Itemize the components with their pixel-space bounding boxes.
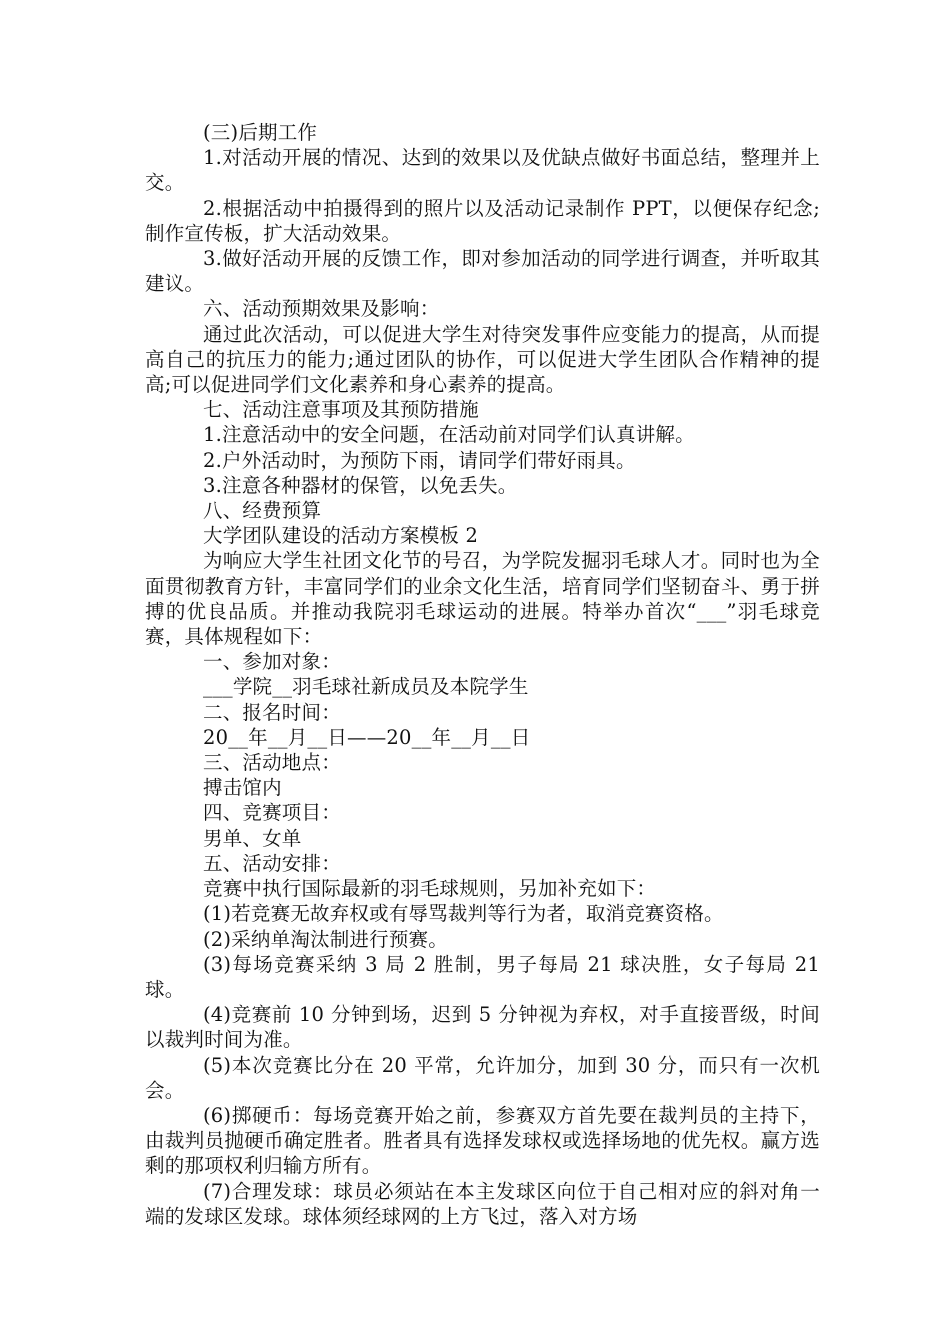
paragraph-item: 3.做好活动开展的反馈工作，即对参加活动的同学进行调查，并听取其建议。 xyxy=(145,247,820,296)
paragraph-item: 竞赛中执行国际最新的羽毛球规则，另加补充如下： xyxy=(203,877,657,901)
paragraph-body: 为响应大学生社团文化节的号召，为学院发掘羽毛球人才。同时也为全面贯彻教育方针，丰富同学们的业余文化生活，培育同学们坚韧奋斗、勇于拼搏的优良品质。并推动我院羽毛球运动的进展。特举办首次“___”羽毛球竞赛，具体规程如下： xyxy=(145,549,820,649)
section-heading-registration: 二、报名时间： xyxy=(203,700,341,724)
paragraph-item: ___学院__羽毛球社新成员及本院学生 xyxy=(203,675,529,699)
paragraph-item: 20__年__月__日——20__年__月__日 xyxy=(203,725,531,749)
paragraph-body: 通过此次活动，可以促进大学生对待突发事件应变能力的提高，从而提高自己的抗压力的能力;通过团队的协作，可以促进大学生团队合作精神的提高;可以促进同学们文化素养和身心素养的提高。 xyxy=(145,322,820,397)
paragraph-item: 2.户外活动时，为预防下雨，请同学们带好雨具。 xyxy=(203,448,636,472)
rule-item: (7)合理发球：球员必须站在本主发球区向位于自己相对应的斜对角一端的发球区发球。球体须经球网的上方飞过，落入对方场 xyxy=(145,1179,820,1228)
rule-item: (3)每场竞赛采纳 3 局 2 胜制，男子每局 21 球决胜，女子每局 21 球。 xyxy=(145,952,820,1001)
paragraph-item: 1.注意活动中的安全问题，在活动前对同学们认真讲解。 xyxy=(203,423,695,447)
section-heading-precautions: 七、活动注意事项及其预防措施 xyxy=(203,398,479,422)
section-heading-arrangement: 五、活动安排： xyxy=(203,851,341,875)
section-heading-participants: 一、参加对象： xyxy=(203,650,341,674)
rule-item: (1)若竞赛无故弃权或有辱骂裁判等行为者，取消竞赛资格。 xyxy=(203,902,724,926)
rule-item: (5)本次竞赛比分在 20 平常，允许加分，加到 30 分，而只有一次机会。 xyxy=(145,1053,820,1102)
section-heading-location: 三、活动地点： xyxy=(203,751,341,775)
section-heading-expected-effect: 六、活动预期效果及影响： xyxy=(203,297,440,321)
paragraph-item: 1.对活动开展的情况、达到的效果以及优缺点做好书面总结，整理并上交。 xyxy=(145,146,820,195)
rule-item: (4)竞赛前 10 分钟到场，迟到 5 分钟视为弃权，对手直接晋级，时间以裁判时间为准。 xyxy=(145,1003,820,1052)
paragraph-item: 搏击馆内 xyxy=(203,776,282,800)
section-heading-budget: 八、经费预算 xyxy=(203,499,322,523)
rule-item: (6)掷硬币：每场竞赛开始之前，参赛双方首先要在裁判员的主持下，由裁判员抛硬币确定胜者。胜者具有选择发球权或选择场地的优先权。赢方选剩的那项权利归输方所有。 xyxy=(145,1103,820,1178)
section-heading-events: 四、竞赛项目： xyxy=(203,801,341,825)
rule-item: (2)采纳单淘汰制进行预赛。 xyxy=(203,927,448,951)
paragraph-item: 3.注意各种器材的保管，以免丢失。 xyxy=(203,473,518,497)
template-title: 大学团队建设的活动方案模板 2 xyxy=(203,524,479,548)
section-heading-post-work: (三)后期工作 xyxy=(203,121,318,144)
paragraph-item: 2.根据活动中拍摄得到的照片以及活动记录制作 PPT，以便保存纪念;制作宣传板，扩大活动效果。 xyxy=(145,196,820,245)
paragraph-item: 男单、女单 xyxy=(203,826,302,850)
